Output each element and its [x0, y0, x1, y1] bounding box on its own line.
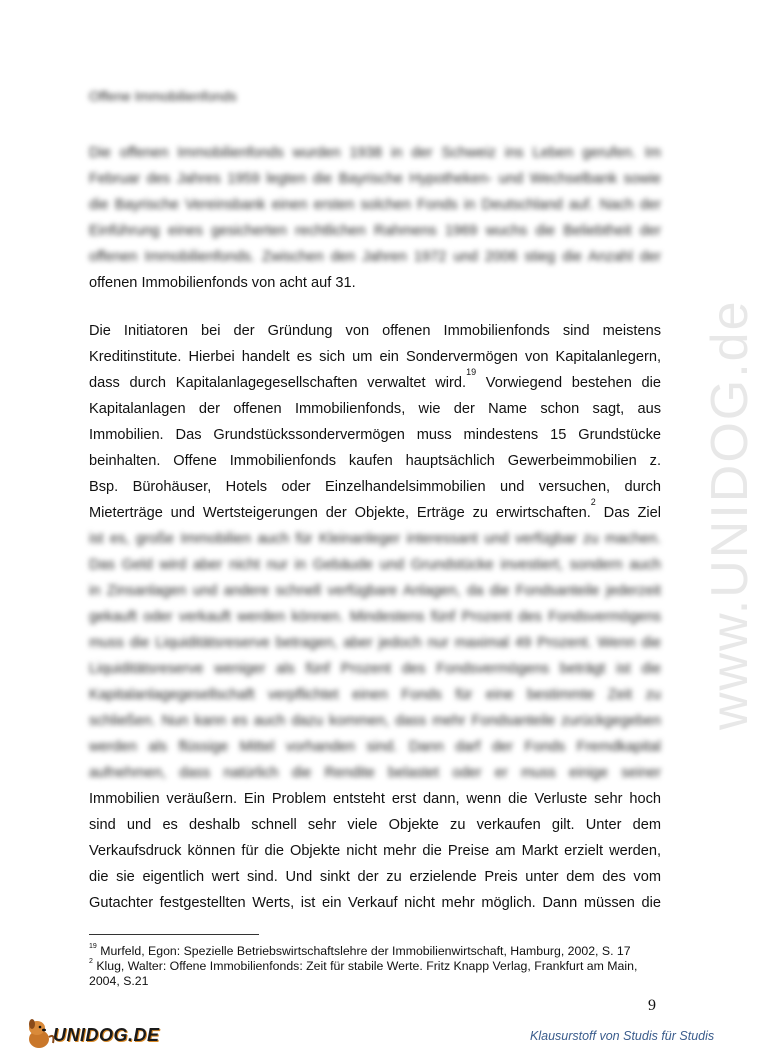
footnote-1 — [89, 944, 664, 959]
blurred-line: in Zinsanlagen und andere schnell verfügbare Anlagen, da die Fondsanteile jederzeit — [89, 583, 661, 599]
text-line: Verkaufsdruck können für die Objekte nicht mehr die Preise am Markt erzielt werden, — [89, 843, 661, 859]
blurred-line: schließen. Nun kann es auch dazu kommen, dass mehr Fondsanteile zurückgegeben — [89, 713, 661, 729]
footnote-text: 2004, S.21 — [89, 974, 149, 988]
paragraph-1 — [89, 140, 661, 296]
blurred-line: werden als flüssige Mittel vorhanden sind. Dann darf der Fonds Fremdkapital — [89, 739, 661, 755]
footnote-2 — [89, 959, 664, 974]
text-segment: dass durch Kapitalanlagegesellschaften verwaltet wird. — [89, 375, 467, 391]
text-line: Immobilien. Das Grundstückssondervermögen muss mindestens 15 Grundstücke — [89, 427, 661, 443]
text-line-with-footnote — [89, 367, 661, 396]
blurred-line: die Bayrische Vereinsbank einen ersten solchen Fonds in Deutschland auf. Nach der — [89, 197, 661, 213]
footer-tagline: Klausurstoff von Studis für Studis — [530, 1029, 715, 1043]
text-line: beinhalten. Offene Immobilienfonds kaufen hauptsächlich Gewerbeimmobilien z. — [89, 453, 661, 469]
text-line: Bsp. Bürohäuser, Hotels oder Einzelhandelsimmobilien und versuchen, durch — [89, 479, 661, 495]
paragraph-2 — [89, 318, 661, 916]
text-line: Immobilien veräußern. Ein Problem entsteht erst dann, wenn die Verluste sehr hoch — [89, 791, 661, 807]
footnote-text: Klug, Walter: Offene Immobilienfonds: Zeit für stabile Werte. Fritz Knapp Verlag, Frankfurt am Main, — [92, 959, 638, 973]
text-line: Kapitalanlagen der offenen Immobilienfonds, wie der Name schon sagt, aus — [89, 401, 661, 417]
text-segment: Vorwiegend bestehen die — [476, 375, 661, 391]
footnote-ref: 2 — [590, 497, 596, 507]
blurred-line: Liquiditätsreserve weniger als fünf Prozent des Fondsvermögens beträgt ist die — [89, 661, 661, 677]
footnote-number: 2 — [89, 958, 93, 965]
blurred-line: Einführung eines gesicherten rechtlichen Rahmens 1969 wuchs die Beliebtheit der — [89, 223, 661, 239]
blurred-line: Kapitalanlagegesellschaft verpflichtet einen Fonds für eine bestimmte Zeit zu — [89, 687, 661, 703]
text-line: die sie eigentlich wert sind. Und sinkt der zu erzielende Preis unter dem des vom — [89, 869, 661, 885]
logo-text: UNIDOG.DE — [53, 1025, 160, 1045]
blurred-line: offenen Immobilienfonds. Zwischen den Jahren 1972 und 2006 stieg die Anzahl der — [89, 249, 661, 265]
watermark-text: www.UNIDOG.de — [701, 299, 759, 730]
text-line: sind und es deshalb schnell sehr viele Objekte zu verkaufen gilt. Unter dem — [89, 817, 661, 833]
footnote-text: Murfeld, Egon: Spezielle Betriebswirtschaftslehre der Immobilienwirtschaft, Hamburg, 2002, S. 17 — [96, 944, 631, 958]
blurred-line: Die offenen Immobilienfonds wurden 1938 in der Schweiz ins Leben gerufen. Im — [89, 145, 661, 161]
page-number: 9 — [648, 997, 656, 1014]
blurred-line: Februar des Jahres 1959 legten die Bayrische Hypotheken- und Wechselbank sowie — [89, 171, 661, 187]
blurred-line: Das Geld wird aber nicht nur in Gebäude und Grundstücke investiert, sondern auch — [89, 557, 661, 573]
footnote-number: 19 — [89, 943, 97, 950]
text-line: Die Initiatoren bei der Gründung von offenen Immobilienfonds sind meistens — [89, 323, 661, 339]
footnote-divider — [89, 934, 259, 935]
blurred-line: gekauft oder verkauft werden können. Mindestens fünf Prozent des Fondsvermögens — [89, 609, 661, 625]
blurred-line: muss die Liquiditätsreserve betragen, aber jedoch nur maximal 49 Prozent. Wenn die — [89, 635, 661, 651]
footnote-2-continued — [89, 974, 664, 989]
text-line: Gutachter festgestellten Werts, ist ein Verkauf nicht mehr möglich. Dann müssen die — [89, 895, 661, 911]
text-line: offenen Immobilienfonds von acht auf 31. — [89, 275, 356, 291]
text-segment: Das Ziel — [595, 505, 662, 521]
text-line: Kreditinstitute. Hierbei handelt es sich um ein Sondervermögen von Kapitalanlegern, — [89, 349, 661, 365]
section-heading: Offene Immobilienfonds — [89, 88, 237, 104]
blurred-line: ist es, große Immobilien auch für Kleinanleger interessant und verfügbar zu machen. — [89, 531, 661, 547]
blurred-line: aufnehmen, dass natürlich die Rendite belastet oder er muss einige seiner — [89, 765, 661, 781]
text-line-with-footnote — [89, 497, 662, 526]
text-segment: Mieterträge und Wertsteigerungen der Objekte, Erträge zu erwirtschaften. — [89, 505, 591, 521]
footnote-ref: 19 — [466, 367, 477, 377]
